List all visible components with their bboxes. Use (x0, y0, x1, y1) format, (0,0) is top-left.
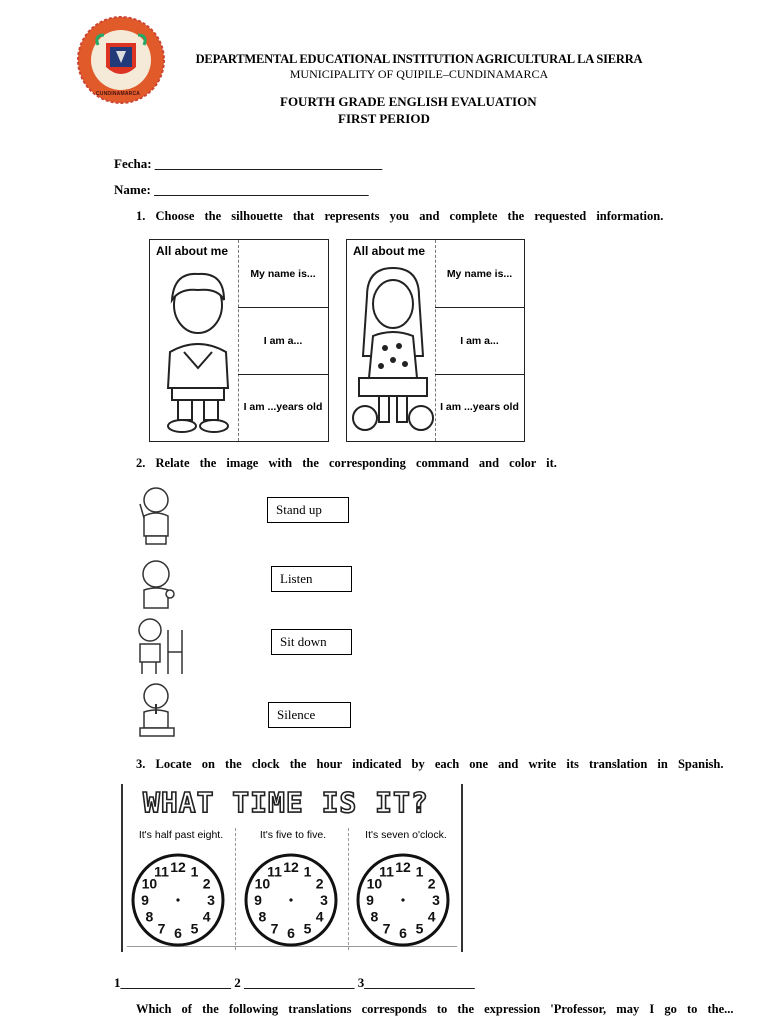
clock-number: 7 (382, 920, 391, 937)
clock-number: 4 (427, 908, 436, 925)
card-row: I am ...years old (243, 401, 323, 413)
card-heading: All about me (353, 244, 426, 258)
card-row: I am ...years old (440, 401, 519, 413)
clock-face-2[interactable] (243, 852, 339, 948)
clock-number: 4 (202, 908, 211, 925)
clock-number: 4 (315, 908, 324, 925)
clock-number: 1 (415, 863, 424, 880)
divider (235, 828, 236, 950)
question-3: 3. Locate on the clock the hour indicated by each one and write its translation in Spanish. (136, 757, 724, 771)
clock-number: 2 (315, 875, 324, 892)
clock-number: 5 (190, 920, 199, 937)
clock-number: 11 (154, 863, 169, 880)
clock-banner: WHAT TIME IS IT? (143, 786, 429, 819)
institution-name: DEPARTMENTAL EDUCATIONAL INSTITUTION AGRICULTURAL LA SIERRA (195, 52, 643, 66)
clock-number: 1 (190, 863, 199, 880)
clock-caption-2: It's five to five. (259, 829, 327, 841)
date-field[interactable]: Fecha: ___________________________________ (114, 156, 383, 171)
municipality: MUNICIPALITY OF QUIPILE–CUNDINAMARCA (289, 67, 549, 81)
clock-number: 11 (379, 863, 394, 880)
command-stand-up[interactable]: Stand up (267, 497, 349, 523)
evaluation-title: FOURTH GRADE ENGLISH EVALUATION (280, 94, 537, 109)
question-2: 2. Relate the image with the corresponding command and color it. (136, 456, 557, 470)
answer-lines[interactable]: 1_________________ 2 _________________ 3_________________ (114, 975, 475, 990)
card-row: I am a... (435, 308, 524, 375)
card-row: My name is... (435, 240, 524, 308)
clock-number: 9 (254, 892, 262, 908)
seal-bottom-text: CUNDINAMARCA (96, 91, 141, 97)
clock-number: 6 (287, 925, 295, 941)
clock-number: 10 (254, 875, 271, 892)
question-4: Which of the following translations corresponds to the expression 'Professor, may I go to the... (136, 1002, 734, 1016)
all-about-me-card-girl[interactable] (346, 239, 525, 442)
card-heading: All about me (156, 244, 229, 258)
clock-number: 3 (432, 892, 440, 908)
question-1: 1. Choose the silhouette that represents you and complete the requested information. (136, 209, 664, 223)
child-silence-image (134, 680, 182, 740)
clock-number: 12 (395, 859, 411, 875)
card-row: I am a... (238, 308, 328, 375)
card-row: My name is... (238, 240, 328, 308)
command-silence[interactable]: Silence (268, 702, 351, 728)
clock-number: 5 (415, 920, 424, 937)
clock-number: 3 (207, 892, 215, 908)
boy-silhouette-icon (158, 260, 238, 438)
clock-number: 2 (427, 875, 436, 892)
name-field[interactable]: Name: _________________________________ (114, 182, 369, 197)
clock-number: 10 (141, 875, 158, 892)
girl-wheelchair-silhouette-icon (351, 266, 435, 438)
child-stand-up-image (130, 484, 180, 546)
clock-number: 2 (202, 875, 211, 892)
child-sit-down-image (132, 616, 188, 678)
divider (348, 828, 349, 950)
child-listen-image (134, 556, 180, 612)
clock-caption-1: It's half past eight. (138, 829, 224, 841)
clock-number: 9 (141, 892, 149, 908)
period-title: FIRST PERIOD (338, 111, 430, 126)
clock-number: 7 (157, 920, 166, 937)
clock-number: 1 (303, 863, 312, 880)
clock-number: 7 (270, 920, 279, 937)
clock-number: 8 (145, 908, 154, 925)
clock-number: 12 (170, 859, 186, 875)
command-listen[interactable]: Listen (271, 566, 352, 592)
clock-number: 3 (320, 892, 328, 908)
clock-number: 5 (303, 920, 312, 937)
clock-number: 6 (399, 925, 407, 941)
clock-face-3[interactable] (355, 852, 451, 948)
clock-number: 6 (174, 925, 182, 941)
command-sit-down[interactable]: Sit down (271, 629, 352, 655)
clock-number: 12 (283, 859, 299, 875)
clock-number: 8 (370, 908, 379, 925)
clock-face-1[interactable] (130, 852, 226, 948)
clock-number: 11 (267, 863, 282, 880)
clock-number: 10 (366, 875, 383, 892)
clock-caption-3: It's seven o'clock. (365, 829, 447, 841)
clock-number: 8 (258, 908, 267, 925)
clock-number: 9 (366, 892, 374, 908)
all-about-me-card-boy[interactable] (149, 239, 329, 442)
